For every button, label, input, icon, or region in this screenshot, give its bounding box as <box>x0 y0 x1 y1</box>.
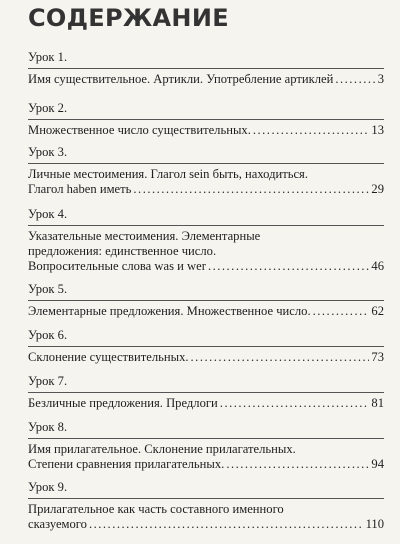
page-number: 3 <box>377 72 384 86</box>
lesson-number: Урок 9. <box>28 480 68 494</box>
separator-line <box>28 438 384 439</box>
separator-line <box>28 498 384 499</box>
separator-line <box>28 300 384 301</box>
page-number: 29 <box>371 181 384 196</box>
lesson-title-cont: сказуемого <box>28 516 87 531</box>
separator-line <box>28 119 384 120</box>
dot-leader <box>89 517 364 532</box>
dot-leader <box>220 396 370 411</box>
lesson-title: Безличные предложения. Предлоги <box>28 396 218 410</box>
page-number: 73 <box>371 350 384 364</box>
page-number: 62 <box>371 304 384 318</box>
page-number: 94 <box>371 456 384 471</box>
lesson-number: Урок 8. <box>28 420 68 434</box>
toc-entry[interactable] <box>28 207 384 273</box>
lesson-title: Множественное число существительных. <box>28 123 251 137</box>
lesson-title-cont: предложения: единственное число. <box>28 243 217 258</box>
toc-entry[interactable] <box>28 420 384 472</box>
separator-line <box>28 346 384 347</box>
lesson-title: Указательные местоимения. Элементарные <box>28 229 261 243</box>
lesson-title: Элементарные предложения. Множественное число. <box>28 304 311 318</box>
dot-leader <box>208 259 369 274</box>
toc-entry[interactable] <box>28 101 384 138</box>
dot-leader <box>253 123 370 138</box>
dot-leader <box>133 182 369 197</box>
lesson-title: Личные местоимения. Глагол sein быть, находиться. <box>28 167 308 181</box>
toc-entry[interactable] <box>28 328 384 365</box>
separator-line <box>28 225 384 226</box>
lesson-title: Склонение существительных. <box>28 350 189 364</box>
separator-line <box>28 68 384 69</box>
toc-entry[interactable] <box>28 282 384 319</box>
dot-leader <box>335 72 375 87</box>
page-title: СОДЕРЖАНИЕ <box>28 4 229 32</box>
toc-entry[interactable] <box>28 480 384 532</box>
dot-leader <box>226 457 369 472</box>
page-number: 110 <box>365 516 384 531</box>
lesson-title: Имя существительное. Артикли. Употребление артиклей <box>28 72 334 86</box>
toc-entry[interactable] <box>28 145 384 197</box>
page-number: 13 <box>371 123 384 137</box>
dot-leader <box>191 350 370 365</box>
lesson-number: Урок 7. <box>28 374 68 388</box>
toc-entry[interactable] <box>28 50 384 87</box>
lesson-number: Урок 5. <box>28 282 68 296</box>
lesson-title: Имя прилагательное. Склонение прилагательных. <box>28 442 296 456</box>
lesson-title-cont: Вопросительные слова was и wer <box>28 258 206 273</box>
lesson-number: Урок 1. <box>28 50 68 64</box>
lesson-title-cont: Степени сравнения прилагательных. <box>28 456 225 471</box>
page-number: 81 <box>371 396 384 410</box>
lesson-title: Прилагательное как часть составного именного <box>28 502 284 516</box>
separator-line <box>28 392 384 393</box>
lesson-number: Урок 2. <box>28 101 68 115</box>
toc-entry[interactable] <box>28 374 384 411</box>
lesson-number: Урок 3. <box>28 145 68 159</box>
lesson-number: Урок 6. <box>28 328 68 342</box>
lesson-title-cont: Глагол haben иметь <box>28 181 132 196</box>
lesson-number: Урок 4. <box>28 207 68 221</box>
dot-leader <box>313 304 370 319</box>
page-number: 46 <box>371 258 384 273</box>
separator-line <box>28 163 384 164</box>
